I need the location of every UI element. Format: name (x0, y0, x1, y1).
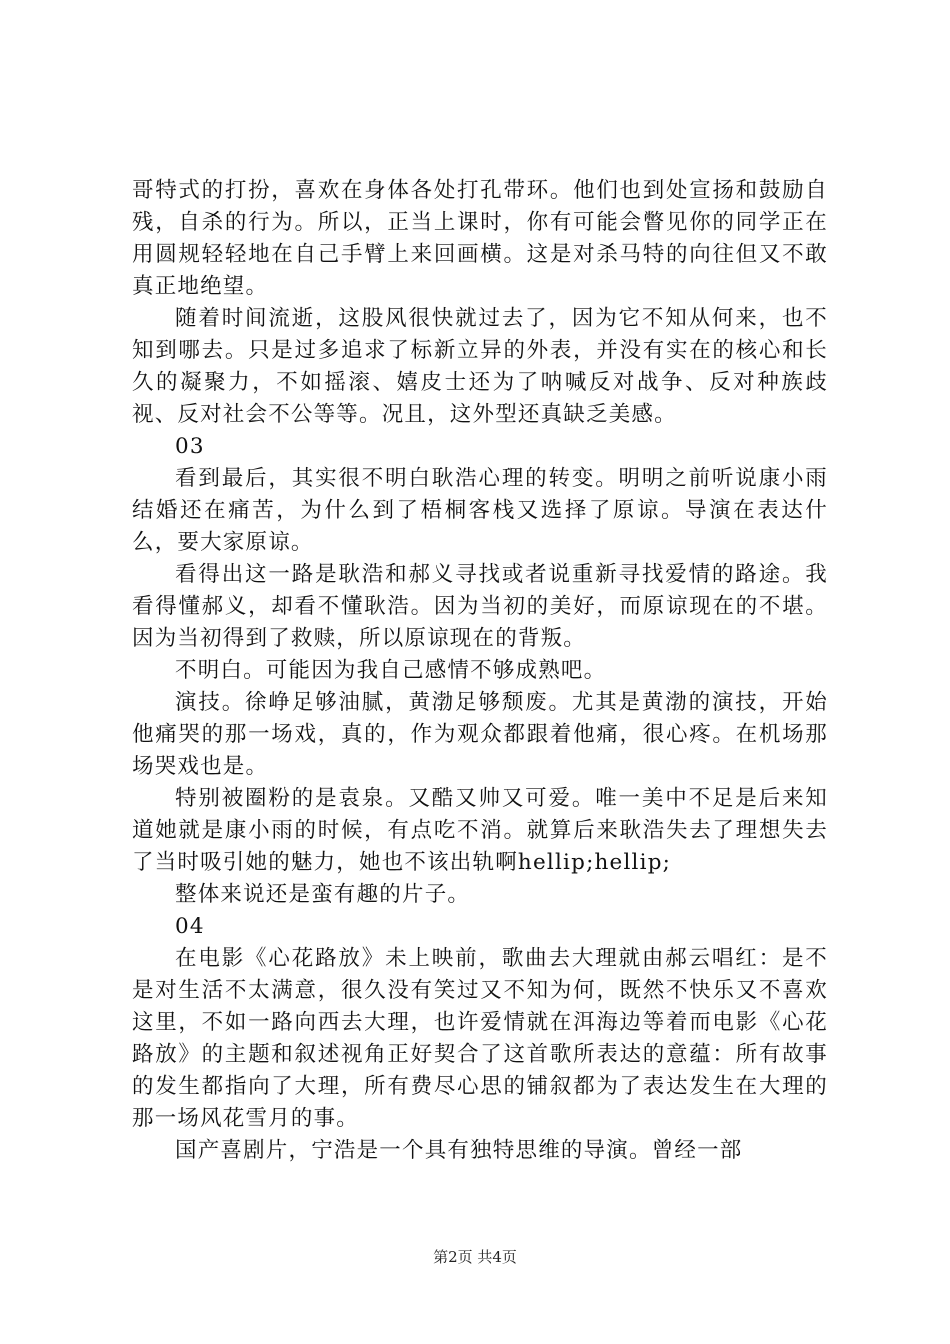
paragraph-2: 随着时间流逝，这股风很快就过去了，因为它不知从何来，也不知到哪去。只是过多追求了标新立异的外表，并没有实在的核心和长久的凝聚力，不如摇滚、嬉皮士还为了呐喊反对战争、反对种族歧视、反对社会不公等等。况且，这外型还真缺乏美感。 (132, 306, 828, 427)
section-number-04: 04 (175, 914, 205, 939)
paragraph-7: 特别被圈粉的是袁泉。又酷又帅又可爱。唯一美中不足是后来知道她就是康小雨的时候，有点吃不消。就算后来耿浩失去了理想失去了当时吸引她的魅力，她也不该出轨啊hellip;hellip; (132, 786, 828, 875)
page-footer: 第2页 共4页 (433, 1248, 517, 1266)
paragraph-4: 看得出这一路是耿浩和郝义寻找或者说重新寻找爱情的路途。我看得懂郝义，却看不懂耿浩。因为当初的美好，而原谅现在的不堪。因为当初得到了救赎，所以原谅现在的背叛。 (132, 562, 828, 651)
paragraph-9: 在电影《心花路放》未上映前，歌曲去大理就由郝云唱红：是不是对生活不太满意，很久没有笑过又不知为何，既然不快乐又不喜欢这里，不如一路向西去大理，也许爱情就在洱海边等着而电影《心花路放》的主题和叙述视角正好契合了这首歌所表达的意蕴：所有故事的发生都指向了大理，所有费尽心思的铺叙都为了表达发生在大理的那一场风花雪月的事。 (132, 946, 828, 1131)
body-text (132, 175, 828, 1167)
paragraph-1: 哥特式的打扮，喜欢在身体各处打孔带环。他们也到处宣扬和鼓励自残，自杀的行为。所以，正当上课时，你有可能会瞥见你的同学正在用圆规轻轻地在自己手臂上来回画横。这是对杀马特的向往但又不敢真正地绝望。 (132, 178, 828, 299)
paragraph-3: 看到最后，其实很不明白耿浩心理的转变。明明之前听说康小雨结婚还在痛苦，为什么到了梧桐客栈又选择了原谅。导演在表达什么，要大家原谅。 (132, 466, 828, 555)
section-number-03: 03 (175, 434, 205, 459)
paragraph-6: 演技。徐峥足够油腻，黄渤足够颓废。尤其是黄渤的演技，开始他痛哭的那一场戏，真的，作为观众都跟着他痛，很心疼。在机场那场哭戏也是。 (132, 690, 828, 779)
paragraph-8: 整体来说还是蛮有趣的片子。 (175, 882, 471, 907)
paragraph-10: 国产喜剧片，宁浩是一个具有独特思维的导演。曾经一部 (175, 1138, 743, 1163)
paragraph-5: 不明白。可能因为我自己感情不够成熟吧。 (175, 658, 607, 683)
